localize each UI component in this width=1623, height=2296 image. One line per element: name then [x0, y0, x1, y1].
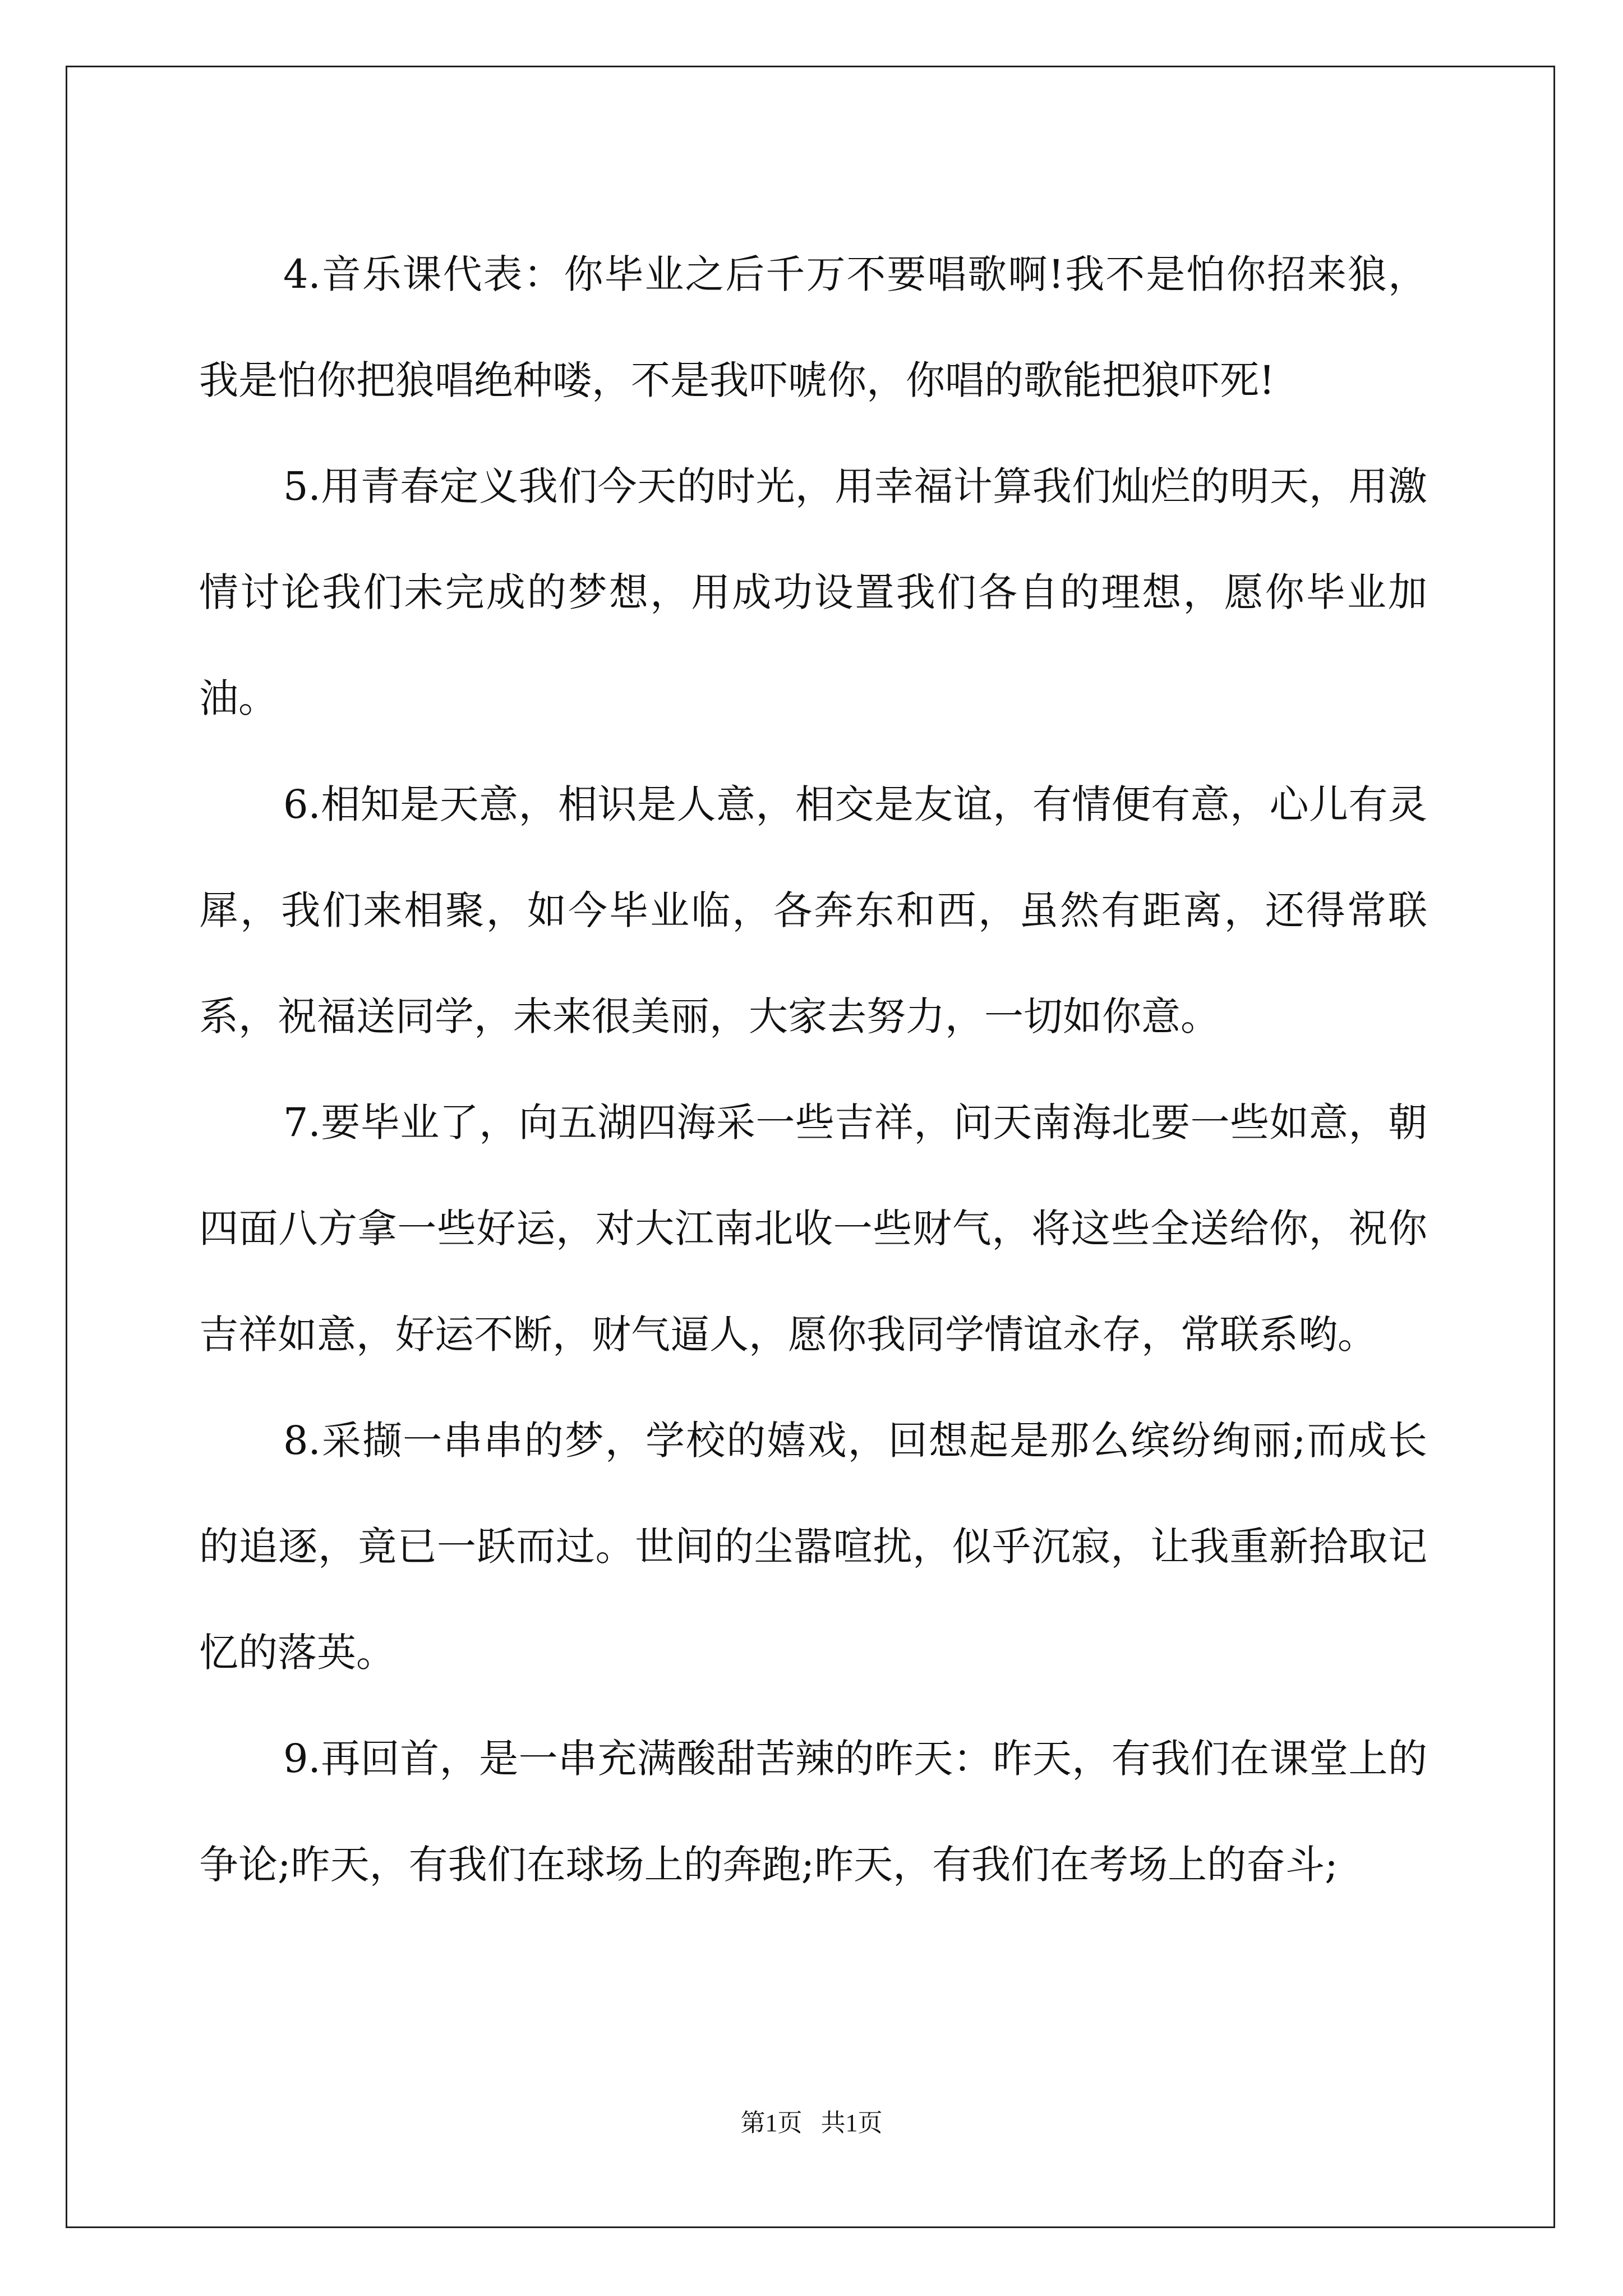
paragraph-4: 4.音乐课代表：你毕业之后千万不要唱歌啊!我不是怕你招来狼，我是怕你把狼唱绝种喽，不是我吓唬你，你唱的歌能把狼吓死!: [199, 251, 1427, 403]
paragraph-5: 5.用青春定义我们今天的时光，用幸福计算我们灿烂的明天，用激情讨论我们未完成的梦想，用成功设置我们各自的理想，愿你毕业加油。: [199, 463, 1427, 721]
paragraph-7: 7.要毕业了，向五湖四海采一些吉祥，问天南海北要一些如意，朝四面八方拿一些好运，对大江南北收一些财气，将这些全送给你，祝你吉祥如意，好运不断，财气逼人，愿你我同学情谊永存，常联系哟。: [199, 1099, 1427, 1358]
paragraph-8: 8.采撷一串串的梦，学校的嬉戏，回想起是那么缤纷绚丽;而成长的追逐，竟已一跃而过。世间的尘嚣喧扰，似乎沉寂，让我重新拾取记忆的落英。: [199, 1418, 1427, 1676]
paragraph-9: 9.再回首，是一串充满酸甜苦辣的昨天：昨天，有我们在课堂上的争论;昨天，有我们在球场上的奔跑;昨天，有我们在考场上的奋斗;: [199, 1736, 1427, 1888]
page-number-total: 共1页: [820, 2109, 883, 2137]
page-footer: [0, 2102, 1623, 2138]
paragraph-6: 6.相知是天意，相识是人意，相交是友谊，有情便有意，心儿有灵犀，我们来相聚，如今毕业临，各奔东和西，虽然有距离，还得常联系，祝福送同学，未来很美丽，大家去努力，一切如你意。: [199, 781, 1427, 1039]
page-number-current: 第1页: [740, 2109, 803, 2137]
document-body: [199, 222, 1427, 1918]
